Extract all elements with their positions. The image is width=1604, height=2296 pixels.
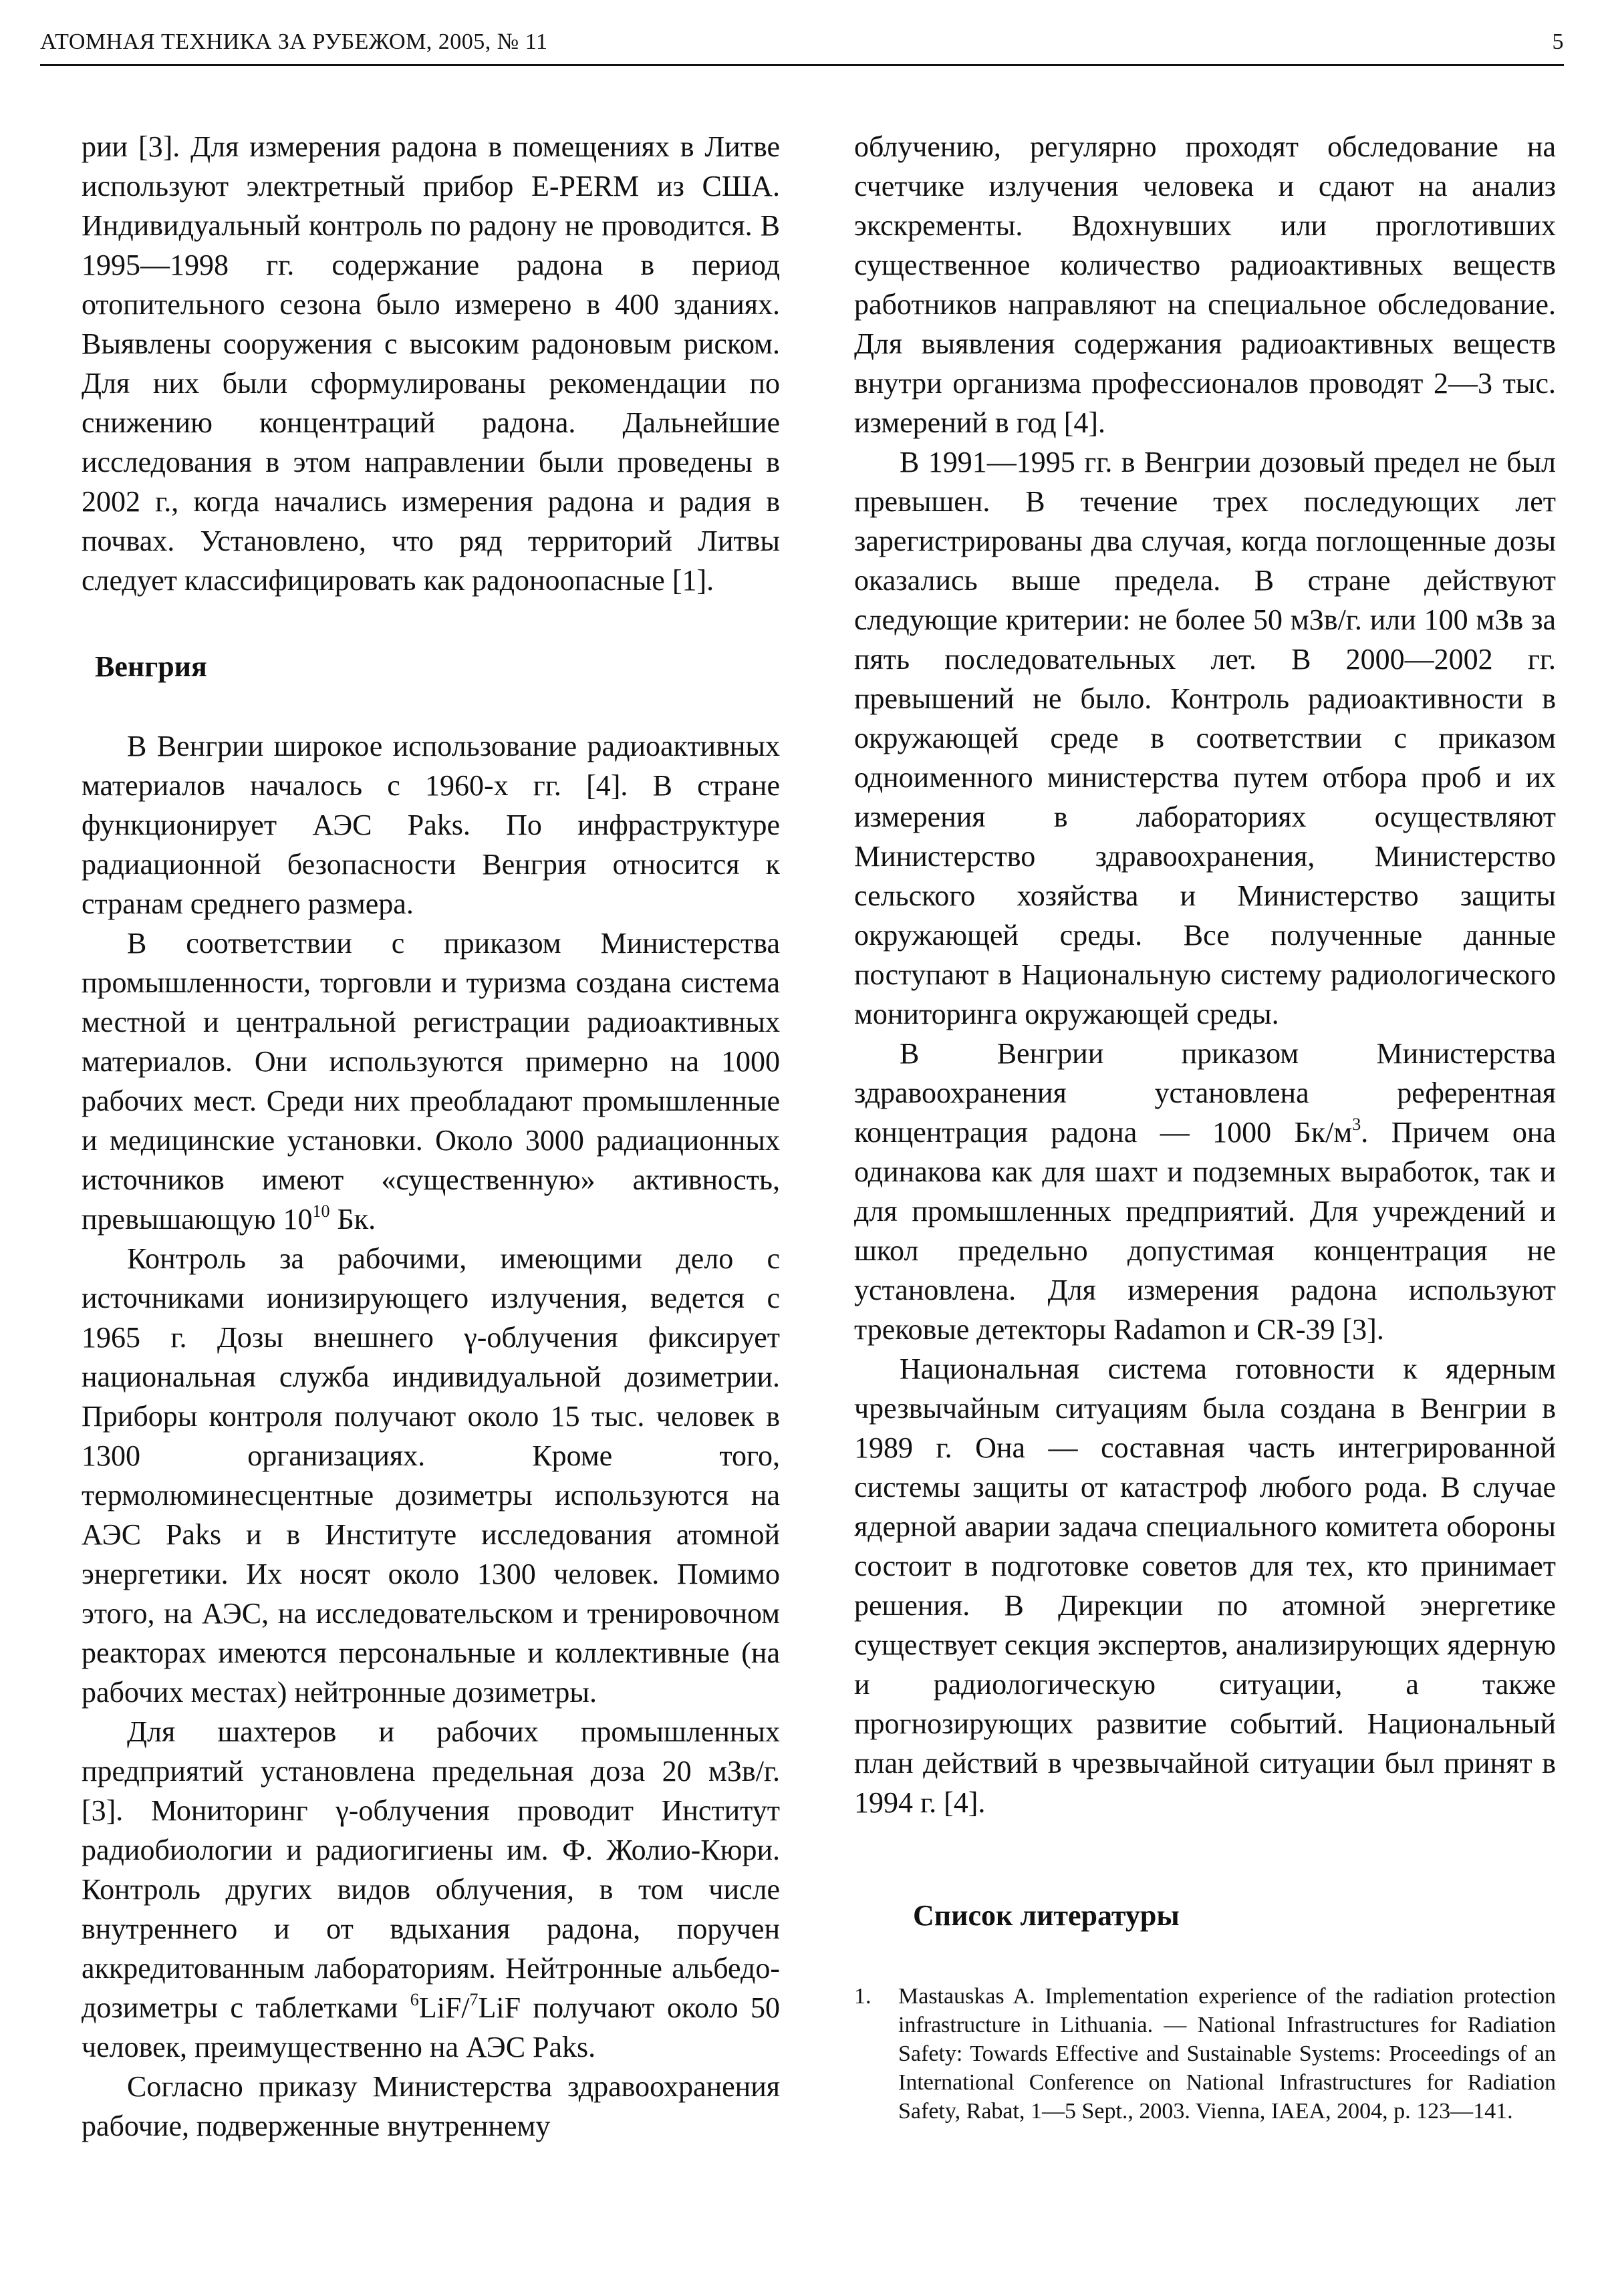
right-column: [854, 127, 1556, 2126]
paragraph: В 1991—1995 гг. в Венгрии дозовый предел не был превышен. В течение трех последующих лет зарегистрированы два случая, когда поглощенные дозы оказались выше предела. В стране действуют следующие критерии: не более 50 мЗв/г. или 100 мЗв за пять последовательных лет. В 2000—2002 гг. превышений не было. Контроль радиоактивности в окружающей среде в соответствии с приказом одноименного министерства путем отбора проб и их измерения в лабораториях осуществляют Министерство здравоохранения, Министерство сельского хозяйства и Министерство защиты окружающей среды. Все полученные данные поступают в Национальную систему радиологического мониторинга окружающей среды.: [854, 446, 1556, 1030]
paragraph-continued: рии [3]. Для измерения радона в помещениях в Литве используют электретный прибор E-PERM из США. Индивидуальный контроль по радону не проводится. В 1995—1998 гг. содержание радона в период отопительного сезона было измерено в 400 зданиях. Выявлены сооружения с высоким радоновым риском. Для них были сформулированы рекомендации по снижению концентраций радона. Дальнейшие исследования в этом направлении были проведены в 2002 г., когда начались измерения радона и радия в почвах. Установлено, что ряд территорий Литвы следует классифицировать как радоноопасные [1].: [82, 130, 780, 597]
references-list: [854, 1982, 1556, 2126]
page-number: 5: [1552, 29, 1564, 54]
section-heading-hungary: Венгрия: [95, 650, 207, 683]
running-title: АТОМНАЯ ТЕХНИКА ЗА РУБЕЖОМ, 2005, № 11: [40, 29, 548, 54]
reference-number: 1.: [854, 1984, 872, 2009]
left-column: [82, 127, 780, 2146]
reference-text: Mastauskas A. Implementation experience of the radiation protection infrastructure in Lithuania. — National Infrastructures for Radiation Safety: Towards Effective and Sustainable Systems: Proceedings of an International Conference on National Infrastructures for Radiation Safety, Rabat, 1—5 Sept., 2003. Vienna, IAEA, 2004, p. 123—141.: [898, 1984, 1556, 2124]
paragraph: В Венгрии широкое использование радиоактивных материалов началось с 1960-х гг. [4]. В стране функционирует АЭС Paks. По инфраструктуре радиационной безопасности Венгрия относится к странам среднего размера.: [82, 730, 780, 920]
paragraph: Национальная система готовности к ядерным чрезвычайным ситуациям была создана в Венгрии в 1989 г. Она — составная часть интегрированной системы защиты от катастроф любого рода. В случае ядерной аварии задача специального комитета обороны состоит в подготовке советов для тех, кто принимает решения. В Дирекции по атомной энергетике существует секция экспертов, анализирующих ядерную и радиологическую ситуации, а также прогнозирующих развитие событий. Национальный план действий в чрезвычайной ситуации был принят в 1994 г. [4].: [854, 1352, 1556, 1819]
references-heading: Список литературы: [913, 1899, 1180, 1932]
paragraph: В Венгрии приказом Министерства здравоохранения установлена референтная концентрация радона — 1000 $Бк/м^3$. Причем она одинакова как для шахт и подземных выработок, так и для промышленных предприятий. Для учреждений и школ предельно допустимая концентрация не установлена. Для измерения радона используют трековые детекторы Radamon и CR-39 [3].: [854, 1037, 1556, 1346]
reference-item: [854, 1982, 1556, 2126]
paragraph: Согласно приказу Министерства здравоохранения рабочие, подверженные внутреннему: [82, 2070, 780, 2142]
paragraph-continued: облучению, регулярно проходят обследование на счетчике излучения человека и сдают на анализ экскременты. Вдохнувших или проглотивших существенное количество радиоактивных веществ работников направляют на специальное обследование. Для выявления содержания радиоактивных веществ внутри организма профессионалов проводят 2—3 тыс. измерений в год [4].: [854, 130, 1556, 439]
page-header: [40, 27, 1564, 66]
paragraph: В соответствии с приказом Министерства промышленности, торговли и туризма создана система местной и центральной регистрации радиоактивных материалов. Они используются примерно на 1000 рабочих мест. Среди них преобладают промышленные и медицинские установки. Около 3000 радиационных источников имеют «существенную» активность, превышающую $10^{10}$ Бк.: [82, 927, 780, 1236]
paragraph: Для шахтеров и рабочих промышленных предприятий установлена предельная доза 20 мЗв/г. [3]. Мониторинг γ-облучения проводит Институт радиобиологии и радиогигиены им. Ф. Жолио-Кюри. Контроль других видов облучения, в том числе внутреннего и от вдыхания радона, поручен аккредитованным лабораториям. Нейтронные альбедо-дозиметры с таблетками $^6$LiF/$^7$LiF получают около 50 человек, преимущественно на АЭС Paks.: [82, 1715, 780, 2063]
paragraph: Контроль за рабочими, имеющими дело с источниками ионизирующего излучения, ведется с 1965 г. Дозы внешнего γ-облучения фиксирует национальная служба индивидуальной дозиметрии. Приборы контроля получают около 15 тыс. человек в 1300 организациях. Кроме того, термолюминесцентные дозиметры используются на АЭС Paks и в Институте исследования атомной энергетики. Их носят около 1300 человек. Помимо этого, на АЭС, на исследовательском и тренировочном реакторах имеются персональные и коллективные (на рабочих местах) нейтронные дозиметры.: [82, 1242, 780, 1709]
